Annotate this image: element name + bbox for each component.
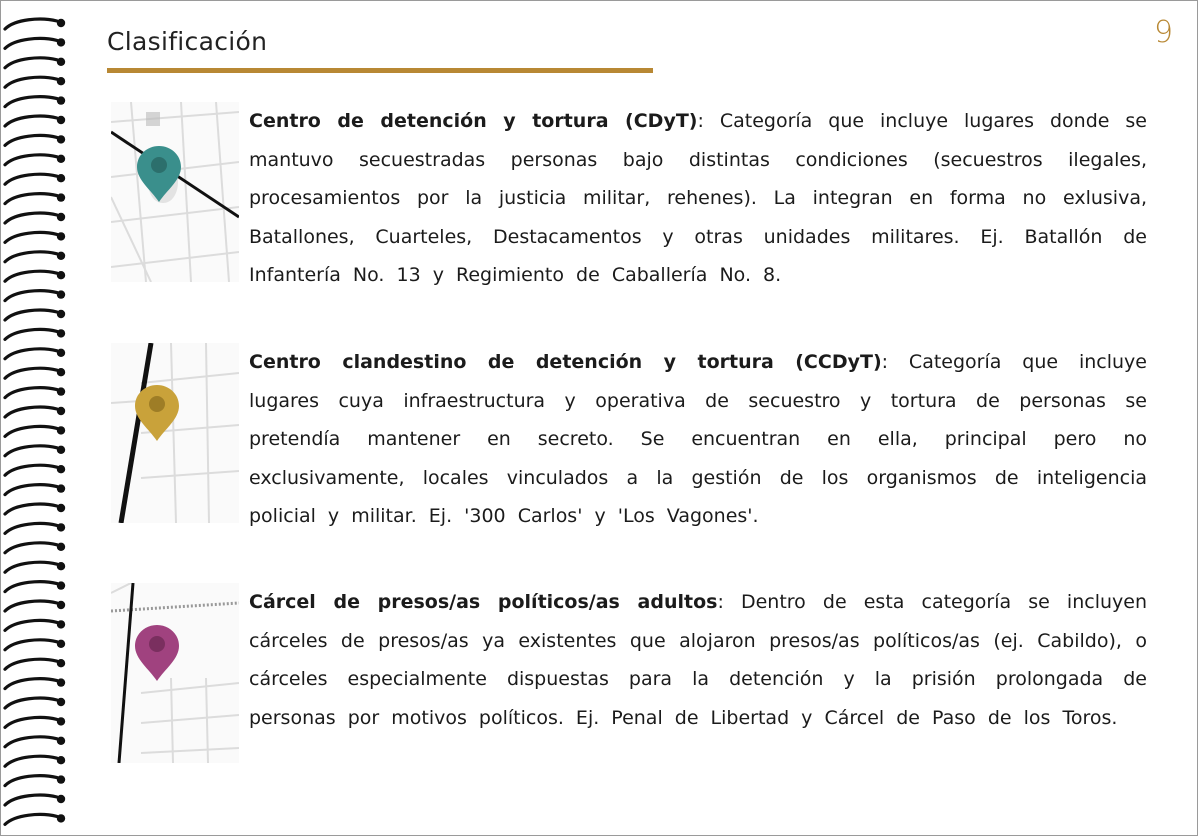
spiral-ring xyxy=(5,407,57,417)
binding-hole xyxy=(57,213,65,221)
spiral-ring xyxy=(5,756,57,766)
title-underline xyxy=(107,68,653,73)
entry-description: Categoría que incluye lugares cuya infraestructura y operativa de secuestro y tortura de personas se pretendía mantener en secreto. Se encuentran en ella, principal pero no exclusivamente, locales vinculados a la gestión de los organismos de inteligencia policial y militar. Ej. '300 Carlos' y 'Los Vagones'. xyxy=(249,351,1147,527)
spiral-ring xyxy=(5,97,57,107)
binding-hole xyxy=(57,349,65,357)
binding-hole xyxy=(57,368,65,376)
spiral-ring xyxy=(5,135,57,145)
binding-hole xyxy=(57,659,65,667)
binding-hole xyxy=(57,465,65,473)
binding-hole xyxy=(57,329,65,337)
binding-hole xyxy=(57,678,65,686)
spiral-ring xyxy=(5,291,57,301)
spiral-ring xyxy=(5,737,57,747)
entry-term: Cárcel de presos/as políticos/as adultos xyxy=(249,591,718,613)
spiral-ring xyxy=(5,601,57,611)
spiral-ring xyxy=(5,310,57,320)
spiral-ring xyxy=(5,38,57,48)
spiral-ring xyxy=(5,19,57,29)
entry-term-separator: : xyxy=(697,110,704,132)
binding-hole xyxy=(57,640,65,648)
street-map-thumbnail xyxy=(111,583,239,763)
binding-hole xyxy=(57,484,65,492)
binding-hole xyxy=(57,232,65,240)
binding-hole xyxy=(57,58,65,66)
spiral-ring xyxy=(5,543,57,553)
entry-text xyxy=(249,583,1147,737)
binding-hole xyxy=(57,193,65,201)
entry-term-separator: : xyxy=(881,351,889,373)
binding-hole xyxy=(57,446,65,454)
binding-hole xyxy=(57,795,65,803)
spiral-ring xyxy=(5,194,57,204)
binding-hole xyxy=(57,814,65,822)
spiral-ring xyxy=(5,523,57,533)
spiral-ring xyxy=(5,659,57,669)
binding-hole xyxy=(57,717,65,725)
binding-hole xyxy=(57,310,65,318)
binding-hole xyxy=(57,174,65,182)
binding-hole xyxy=(57,426,65,434)
spiral-ring xyxy=(5,329,57,339)
binding-hole xyxy=(57,601,65,609)
entry-text xyxy=(249,102,1147,295)
street-map-thumbnail xyxy=(111,102,239,282)
spiral-ring xyxy=(5,174,57,184)
binding-hole xyxy=(57,116,65,124)
entry-term: Centro de detención y tortura (CDyT) xyxy=(249,110,698,132)
spiral-ring xyxy=(5,776,57,786)
binding-hole xyxy=(57,756,65,764)
binding-hole xyxy=(57,543,65,551)
binding-hole xyxy=(57,252,65,260)
page-title: Clasificación xyxy=(107,27,268,56)
binding-hole xyxy=(57,581,65,589)
spiral-ring xyxy=(5,717,57,727)
spiral-ring xyxy=(5,582,57,592)
spiral-ring xyxy=(5,620,57,630)
binding-hole xyxy=(57,387,65,395)
spiral-ring xyxy=(5,640,57,650)
spiral-ring xyxy=(5,116,57,126)
binding-hole xyxy=(57,737,65,745)
entry-text xyxy=(249,343,1147,536)
binding-hole xyxy=(57,19,65,27)
binding-hole xyxy=(57,562,65,570)
spiral-ring xyxy=(5,349,57,359)
entry-description: Categoría que incluye lugares donde se mantuvo secuestradas personas bajo distintas condiciones (secuestros ilegales, procesamientos por la justicia militar, rehenes). La integran en forma no exlusiva, Batallones, Cuarteles, Destacamentos y otras unidades militares. Ej. Batallón de Infantería No. 13 y Regimiento de Caballería No. 8. xyxy=(249,110,1147,286)
spiral-ring xyxy=(5,562,57,572)
binding-hole xyxy=(57,698,65,706)
binding-hole xyxy=(57,96,65,104)
spiral-ring xyxy=(5,698,57,708)
spiral-ring xyxy=(5,485,57,495)
entry-description: Dentro de esta categoría se incluyen cárceles de presos/as ya existentes que alojaron presos/as políticos/as (ej. Cabildo), o cárceles especialmente dispuestas para la detención y la prisión prolongada de personas por motivos políticos. Ej. Penal de Libertad y Cárcel de Paso de los Toros. xyxy=(249,591,1147,729)
binding-hole xyxy=(57,775,65,783)
spiral-ring xyxy=(5,388,57,398)
spiral-ring xyxy=(5,504,57,514)
spiral-ring xyxy=(5,679,57,689)
spiral-ring xyxy=(5,426,57,436)
binding-hole xyxy=(57,290,65,298)
spiral-ring xyxy=(5,77,57,87)
entry-term-separator: : xyxy=(717,591,724,613)
binding-hole xyxy=(57,77,65,85)
binding-hole xyxy=(57,620,65,628)
spiral-ring xyxy=(5,252,57,262)
binding-hole xyxy=(57,38,65,46)
spiral-ring xyxy=(5,814,57,824)
spiral-binding xyxy=(1,1,81,836)
binding-hole xyxy=(57,155,65,163)
spiral-ring xyxy=(5,213,57,223)
spiral-ring xyxy=(5,58,57,68)
spiral-ring xyxy=(5,271,57,281)
page-number: 9 xyxy=(1154,15,1174,50)
spiral-ring xyxy=(5,368,57,378)
binding-hole xyxy=(57,504,65,512)
binding-hole xyxy=(57,271,65,279)
entry-term: Centro clandestino de detención y tortura (CCDyT) xyxy=(249,351,882,373)
spiral-ring xyxy=(5,465,57,475)
spiral-ring xyxy=(5,232,57,242)
binding-hole xyxy=(57,523,65,531)
binding-hole xyxy=(57,407,65,415)
spiral-ring xyxy=(5,446,57,456)
street-map-thumbnail xyxy=(111,343,239,523)
spiral-ring xyxy=(5,795,57,805)
spiral-ring xyxy=(5,155,57,165)
binding-hole xyxy=(57,135,65,143)
